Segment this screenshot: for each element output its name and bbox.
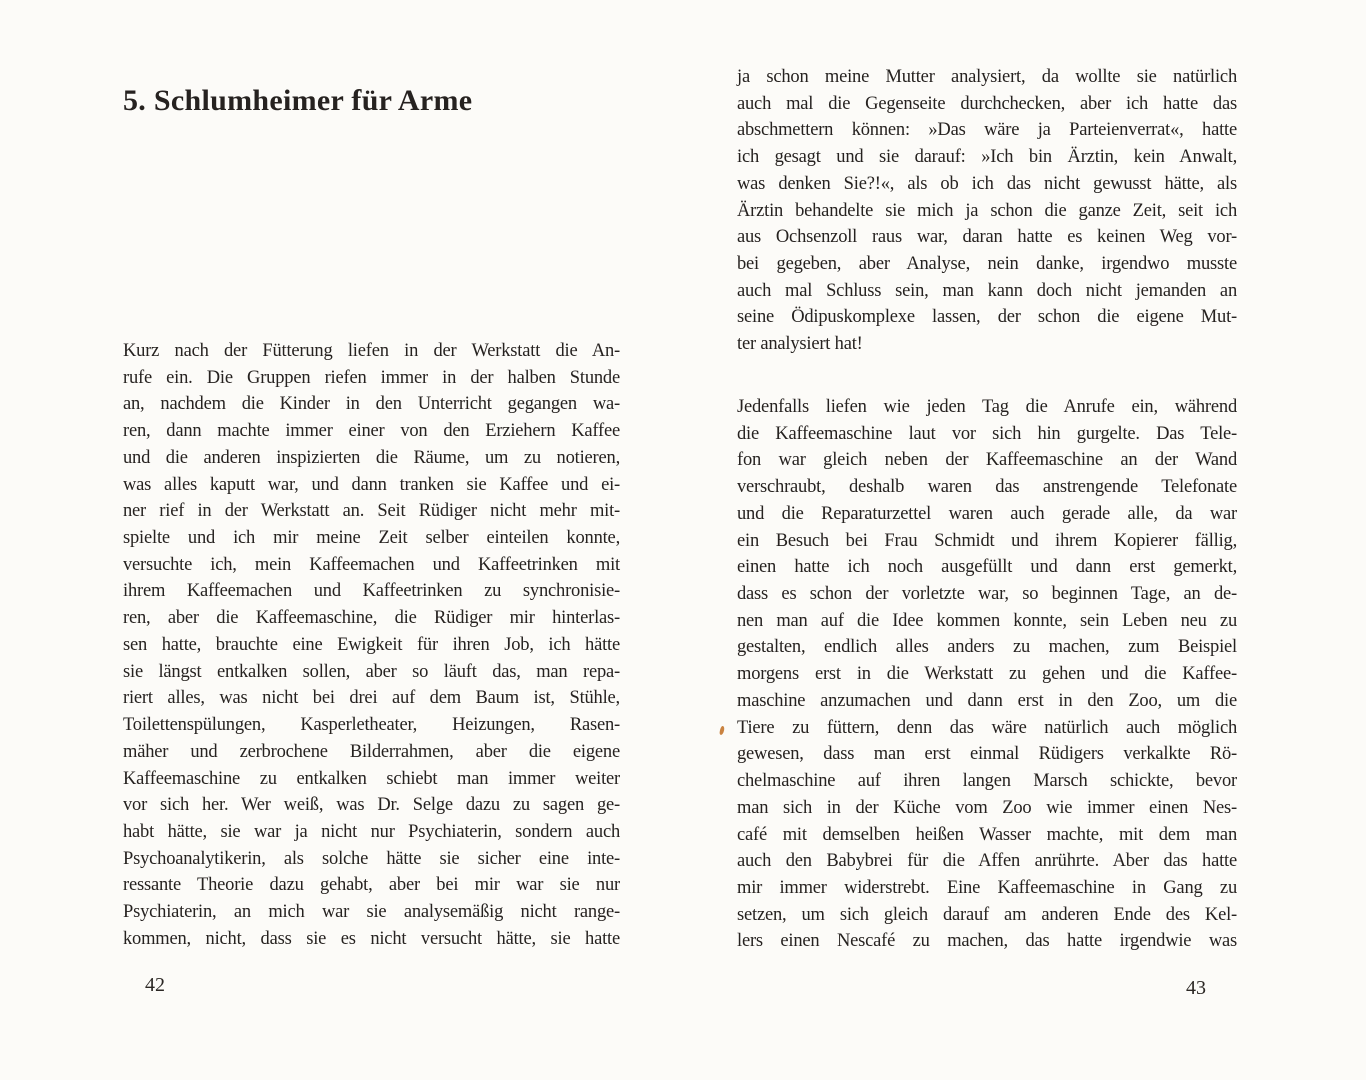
text-line: und die Reparaturzettel waren auch gerade alle, da war bbox=[737, 503, 1237, 524]
print-artifact-speck bbox=[719, 726, 725, 736]
text-line: café mit demselben heißen Wasser machte, mit dem man bbox=[737, 824, 1237, 845]
text-line: ressante Theorie dazu gehabt, aber bei mir war sie nur bbox=[123, 875, 620, 896]
text-line: bei gegeben, aber Analyse, nein danke, irgendwo musste bbox=[737, 254, 1237, 275]
text-line: man sich in der Küche vom Zoo wie immer einen Nes- bbox=[737, 797, 1237, 818]
text-line: ren, aber die Kaffeemaschine, die Rüdiger mir hinterlas- bbox=[123, 608, 620, 629]
text-line: mäher und zerbrochene Bilderrahmen, aber die eigene bbox=[123, 741, 620, 762]
text-line: Kurz nach der Fütterung liefen in der Werkstatt die An- bbox=[123, 341, 620, 361]
text-line: verschraubt, deshalb waren das anstrengende Telefonate bbox=[737, 477, 1237, 498]
right-page-paragraph-2 bbox=[737, 394, 1237, 955]
text-line: ren, dann machte immer einer von den Erziehern Kaffee bbox=[123, 421, 620, 442]
text-line: Ärztin behandelte sie mich ja schon die ganze Zeit, seit ich bbox=[737, 200, 1237, 221]
text-line: gewesen, dass man erst einmal Rüdigers verkalkte Rö- bbox=[737, 744, 1237, 765]
text-line: die Kaffeemaschine laut vor sich hin gurgelte. Das Tele- bbox=[737, 423, 1237, 444]
text-line: aus Ochsenzoll raus war, daran hatte es keinen Weg vor- bbox=[737, 227, 1237, 248]
text-line: morgens erst in die Werkstatt zu gehen und die Kaffee- bbox=[737, 664, 1237, 685]
text-line: habt hätte, sie war ja nicht nur Psychiaterin, sondern auch bbox=[123, 821, 620, 842]
right-page-paragraph-1 bbox=[737, 64, 1237, 358]
text-line: Tiere zu füttern, denn das wäre natürlich auch möglich bbox=[737, 717, 1237, 738]
text-line: und die anderen inspizierten die Räume, um zu notieren, bbox=[123, 447, 620, 468]
text-line: Kaffeemaschine zu entkalken schiebt man immer weiter bbox=[123, 768, 620, 789]
right-page-number: 43 bbox=[1186, 977, 1206, 999]
text-line: Jedenfalls liefen wie jeden Tag die Anrufe ein, während bbox=[737, 397, 1237, 417]
text-line: ihrem Kaffeemachen und Kaffeetrinken zu synchronisie- bbox=[123, 581, 620, 602]
text-line: ja schon meine Mutter analysiert, da wollte sie natürlich bbox=[737, 67, 1237, 87]
text-line: sie längst entkalken sollen, aber so läuft das, man repa- bbox=[123, 661, 620, 682]
text-line: dass es schon der vorletzte war, so beginnen Tage, an de- bbox=[737, 584, 1237, 605]
text-line: ein Besuch bei Frau Schmidt und ihrem Kopierer fällig, bbox=[737, 530, 1237, 551]
text-line: Toilettenspülungen, Kasperletheater, Heizungen, Rasen- bbox=[123, 715, 620, 736]
chapter-heading: 5. Schlumheimer für Arme bbox=[123, 84, 473, 117]
text-line: lers einen Nescafé zu machen, das hatte irgendwie was bbox=[737, 931, 1237, 952]
text-line: fon war gleich neben der Kaffeemaschine an der Wand bbox=[737, 450, 1237, 471]
left-page-paragraph bbox=[123, 338, 620, 953]
text-line: mir immer widerstrebt. Eine Kaffeemaschine in Gang zu bbox=[737, 877, 1237, 898]
text-line: seine Ödipuskomplexe lassen, der schon die eigene Mut- bbox=[737, 307, 1237, 328]
text-line: chelmaschine auf ihren langen Marsch schickte, bevor bbox=[737, 771, 1237, 792]
text-line: was alles kaputt war, und dann tranken sie Kaffee und ei- bbox=[123, 474, 620, 495]
text-line: Psychoanalytikerin, als solche hätte sie sicher eine inte- bbox=[123, 848, 620, 869]
text-line: auch mal die Gegenseite durchchecken, aber ich hatte das bbox=[737, 93, 1237, 114]
text-line: gestalten, endlich alles anders zu machen, zum Beispiel bbox=[737, 637, 1237, 658]
text-line: auch mal Schluss sein, man kann doch nicht jemanden an bbox=[737, 280, 1237, 301]
text-line: auch den Babybrei für die Affen anrührte. Aber das hatte bbox=[737, 851, 1237, 872]
text-line: versuchte ich, mein Kaffeemachen und Kaffeetrinken mit bbox=[123, 554, 620, 575]
left-page-number: 42 bbox=[145, 974, 165, 996]
text-line: setzen, um sich gleich darauf am anderen Ende des Kel- bbox=[737, 904, 1237, 925]
text-line: was denken Sie?!«, als ob ich das nicht gewusst hätte, als bbox=[737, 173, 1237, 194]
text-line: ner rief in der Werkstatt an. Seit Rüdiger nicht mehr mit- bbox=[123, 501, 620, 522]
text-line: an, nachdem die Kinder in den Unterricht gegangen wa- bbox=[123, 394, 620, 415]
text-line: rufe ein. Die Gruppen riefen immer in der halben Stunde bbox=[123, 367, 620, 388]
text-line: Psychiaterin, an mich war sie analysemäßig nicht range- bbox=[123, 902, 620, 923]
text-line: einen hatte ich noch ausgefüllt und dann erst gemerkt, bbox=[737, 557, 1237, 578]
text-line: ter analysiert hat! bbox=[737, 334, 863, 355]
text-line: ich gesagt und sie darauf: »Ich bin Ärztin, kein Anwalt, bbox=[737, 147, 1237, 168]
text-line: riert alles, was nicht bei drei auf dem Baum ist, Stühle, bbox=[123, 688, 620, 709]
text-line: spielte und ich mir meine Zeit selber einteilen konnte, bbox=[123, 528, 620, 549]
text-line: nen man auf die Idee kommen konnte, sein Leben neu zu bbox=[737, 610, 1237, 631]
text-line: abschmettern können: »Das wäre ja Parteienverrat«, hatte bbox=[737, 120, 1237, 141]
text-line: sen hatte, brauchte eine Ewigkeit für ihren Job, ich hätte bbox=[123, 634, 620, 655]
text-line: kommen, nicht, dass sie es nicht versucht hätte, sie hatte bbox=[123, 928, 620, 949]
text-line: maschine anzumachen und dann erst in den Zoo, um die bbox=[737, 690, 1237, 711]
text-line: vor sich her. Wer weiß, was Dr. Selge dazu zu sagen ge- bbox=[123, 795, 620, 816]
